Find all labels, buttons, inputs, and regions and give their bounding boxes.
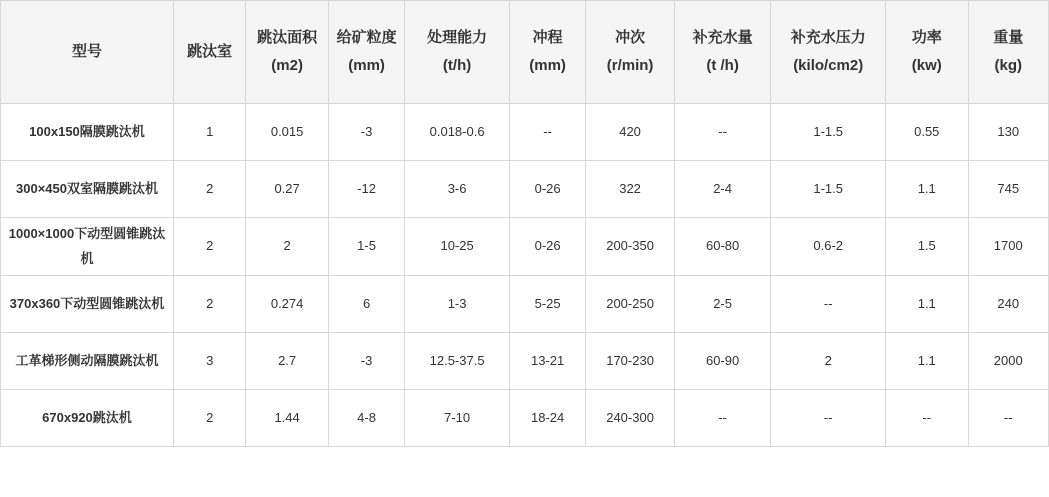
cell-model: 100x150隔膜跳汰机 [1,104,174,161]
cell-water-volume: -- [674,390,771,447]
cell-capacity: 3-6 [405,161,510,218]
column-header-stroke [509,1,585,104]
header-line-primary: 跳汰室 [187,42,233,60]
cell-water-volume: 60-80 [674,218,771,276]
cell-weight: 1700 [968,218,1049,276]
cell-power: 1.5 [886,218,968,276]
cell-weight: 240 [968,276,1049,333]
cell-feed-size: 6 [328,276,404,333]
cell-stroke: 0-26 [509,161,585,218]
cell-feed-size: 1-5 [328,218,404,276]
header-line-unit: (r/min) [606,57,654,74]
header-line-primary: 型号 [71,42,102,60]
column-header-jig-area [246,1,328,104]
header-line-primary: 处理能力 [427,28,488,46]
column-header-feed-size [328,1,404,104]
table-row [1,161,1049,218]
table-row [1,218,1049,276]
cell-frequency: 322 [586,161,675,218]
table-row [1,390,1049,447]
header-line-primary: 跳汰面积 [257,28,318,46]
cell-model: 1000×1000下动型圆锥跳汰机 [1,218,174,276]
cell-capacity: 0.018-0.6 [405,104,510,161]
cell-jig-area: 2 [246,218,328,276]
cell-weight: -- [968,390,1049,447]
cell-frequency: 420 [586,104,675,161]
cell-jig-area: 0.015 [246,104,328,161]
cell-frequency: 200-350 [586,218,675,276]
cell-jig-chamber: 1 [173,104,245,161]
header-line-primary: 重量 [993,28,1024,46]
column-header-water-volume [674,1,771,104]
cell-capacity: 7-10 [405,390,510,447]
cell-power: 1.1 [886,333,968,390]
cell-model: 370x360下动型圆锥跳汰机 [1,276,174,333]
cell-model: 300×450双室隔膜跳汰机 [1,161,174,218]
header-line-primary: 给矿粒度 [336,28,397,46]
cell-power: -- [886,390,968,447]
cell-stroke: -- [509,104,585,161]
cell-frequency: 200-250 [586,276,675,333]
cell-water-pressure: 2 [771,333,886,390]
header-line-primary: 补充水压力 [790,28,866,46]
cell-capacity: 1-3 [405,276,510,333]
cell-feed-size: 4-8 [328,390,404,447]
header-line-unit: (t/h) [442,57,472,74]
cell-jig-chamber: 2 [173,390,245,447]
header-line-unit: (t /h) [706,57,739,74]
cell-stroke: 5-25 [509,276,585,333]
column-header-capacity [405,1,510,104]
header-line-unit: (kg) [994,57,1022,74]
cell-weight: 2000 [968,333,1049,390]
cell-water-volume: 60-90 [674,333,771,390]
cell-capacity: 12.5-37.5 [405,333,510,390]
cell-power: 0.55 [886,104,968,161]
cell-water-volume: 2-4 [674,161,771,218]
cell-jig-chamber: 2 [173,276,245,333]
cell-water-pressure: 1-1.5 [771,104,886,161]
cell-water-pressure: -- [771,390,886,447]
cell-feed-size: -3 [328,333,404,390]
cell-stroke: 18-24 [509,390,585,447]
header-line-primary: 功率 [911,28,942,46]
cell-frequency: 170-230 [586,333,675,390]
cell-capacity: 10-25 [405,218,510,276]
header-line-primary: 冲次 [615,28,646,46]
table-row [1,333,1049,390]
table-row [1,104,1049,161]
column-header-frequency [586,1,675,104]
header-line-unit: (kw) [911,57,942,74]
cell-power: 1.1 [886,276,968,333]
header-line-unit: (mm) [348,57,385,74]
cell-water-pressure: -- [771,276,886,333]
cell-jig-area: 0.274 [246,276,328,333]
cell-power: 1.1 [886,161,968,218]
cell-feed-size: -3 [328,104,404,161]
cell-weight: 745 [968,161,1049,218]
cell-jig-chamber: 2 [173,161,245,218]
header-line-primary: 补充水量 [692,28,753,46]
cell-model: 工革梯形侧动隔膜跳汰机 [1,333,174,390]
cell-jig-chamber: 3 [173,333,245,390]
column-header-jig-chamber [173,1,245,104]
cell-model: 670x920跳汰机 [1,390,174,447]
cell-water-pressure: 1-1.5 [771,161,886,218]
table-header-row [1,1,1049,104]
cell-stroke: 0-26 [509,218,585,276]
cell-water-volume: 2-5 [674,276,771,333]
cell-stroke: 13-21 [509,333,585,390]
header-line-unit: (m2) [271,57,303,74]
cell-jig-area: 2.7 [246,333,328,390]
cell-weight: 130 [968,104,1049,161]
header-line-unit: (kilo/cm2) [793,57,864,74]
cell-water-volume: -- [674,104,771,161]
column-header-power [886,1,968,104]
cell-water-pressure: 0.6-2 [771,218,886,276]
table-row [1,276,1049,333]
header-line-primary: 冲程 [532,28,563,46]
cell-jig-area: 0.27 [246,161,328,218]
cell-frequency: 240-300 [586,390,675,447]
column-header-model [1,1,174,104]
column-header-weight [968,1,1049,104]
cell-feed-size: -12 [328,161,404,218]
cell-jig-chamber: 2 [173,218,245,276]
header-line-unit: (mm) [529,57,566,74]
column-header-water-pressure [771,1,886,104]
cell-jig-area: 1.44 [246,390,328,447]
